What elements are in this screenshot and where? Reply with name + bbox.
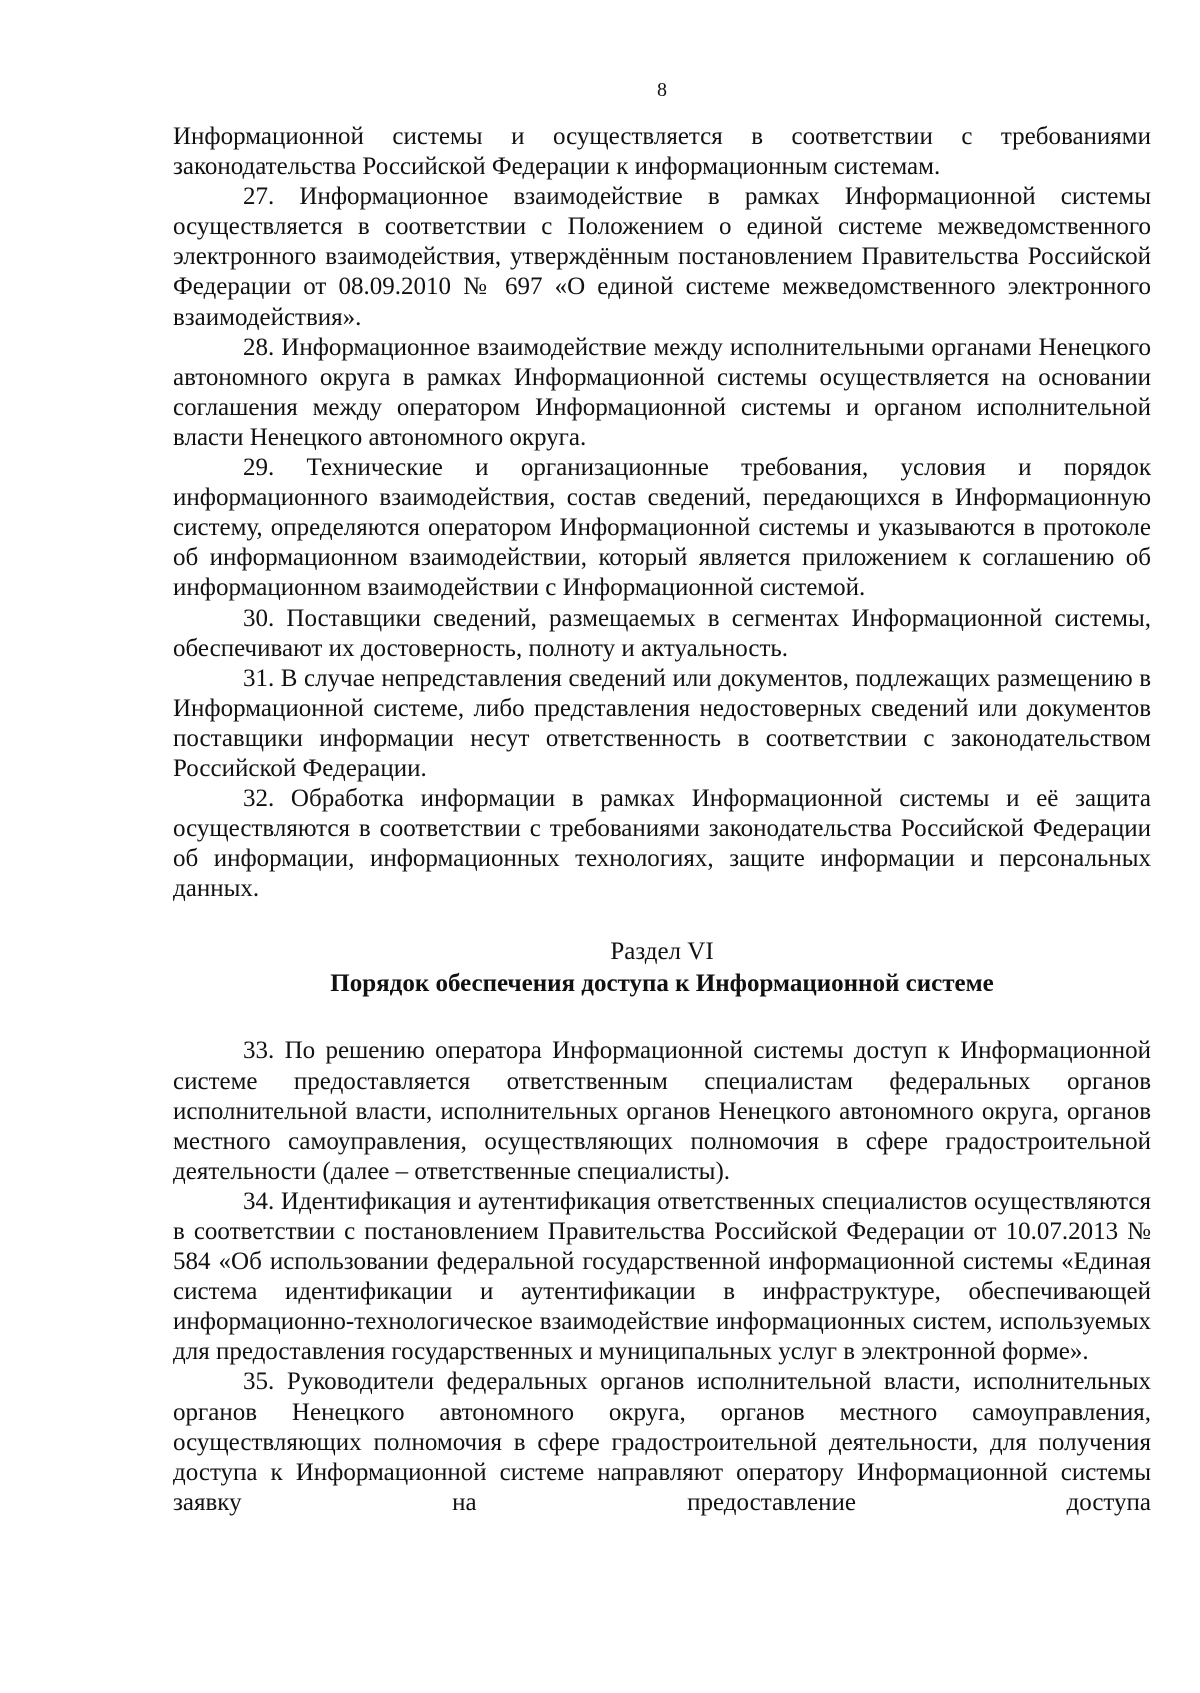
- paragraph-33: 33. По решению оператора Информационной системы доступ к Информационной системе предоставляется ответственным специалистам федеральных органов исполнительной власти, исполнительных органов Ненецкого автономного округа, органов местного самоуправления, осуществляющих полномочия в сфере градостроительной деятельности (далее – ответственные специалисты).: [173, 1037, 1151, 1185]
- paragraph-30: 30. Поставщики сведений, размещаемых в сегментах Информационной системы, обеспечивают их достоверность, полноту и актуальность.: [173, 604, 1151, 662]
- paragraph-28: 28. Информационное взаимодействие между исполнительными органами Ненецкого автономного округа в рамках Информационной системы осуществляется на основании соглашения между оператором Информационной системы и органом исполнительной власти Ненецкого автономного округа.: [173, 333, 1151, 451]
- section-spacer: [173, 904, 1151, 936]
- paragraph-27: 27. Информационное взаимодействие в рамках Информационной системы осуществляется в соответствии с Положением о единой системе межведомственного электронного взаимодействия, утверждённым постановлением Правительства Российской Федерации от 08.09.2010 № 697 «О единой системе межведомственного электронного взаимодействия».: [173, 183, 1151, 331]
- paragraph-continuation: Информационной системы и осуществляется в соответствии с требованиями законодательства Российской Федерации к информационным системам.: [173, 123, 1151, 181]
- section-title: Порядок обеспечения доступа к Информационной системе: [330, 970, 994, 998]
- section-label: Раздел VI: [610, 938, 714, 966]
- paragraph-32: 32. Обработка информации в рамках Информационной системы и её защита осуществляются в соответствии с требованиями законодательства Российской Федерации об информации, информационных технологиях, защите информации и персональных данных.: [173, 785, 1151, 903]
- paragraph-34: 34. Идентификация и аутентификация ответственных специалистов осуществляются в соответствии с постановлением Правительства Российской Федерации от 10.07.2013 № 584 «Об использовании федеральной государственной информационной системы «Единая система идентификации и аутентификации в инфраструктуре, обеспечивающей информационно-технологическое взаимодействие информационных систем, используемых для предоставления государственных и муниципальных услуг в электронной форме».: [173, 1187, 1151, 1366]
- page-number: 8: [657, 79, 667, 101]
- section-spacer: [173, 1000, 1151, 1036]
- paragraph-29: 29. Технические и организационные требования, условия и порядок информационного взаимодействия, состав сведений, передающихся в Информационную систему, определяются оператором Информационной системы и указываются в протоколе об информационном взаимодействии, который является приложением к соглашению об информационном взаимодействии с Информационной системой.: [173, 454, 1151, 602]
- document-page: [173, 0, 1151, 1693]
- paragraph-35: 35. Руководители федеральных органов исполнительной власти, исполнительных органов Ненецкого автономного округа, органов местного самоуправления, осуществляющих полномочия в сфере градостроительной деятельности, для получения доступа к Информационной системе направляют оператору Информационной системы заявку на предоставление доступа: [173, 1368, 1151, 1516]
- document-body: [173, 122, 1151, 1518]
- paragraph-31: 31. В случае непредставления сведений или документов, подлежащих размещению в Информационной системе, либо представления недостоверных сведений или документов поставщики информации несут ответственность в соответствии с законодательством Российской Федерации.: [173, 664, 1151, 782]
